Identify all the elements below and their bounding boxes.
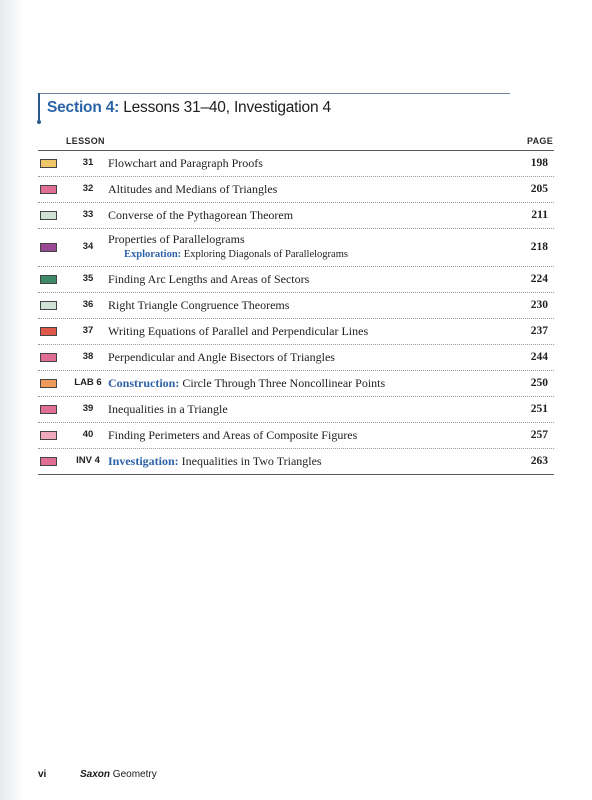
page-number: 205 bbox=[530, 183, 548, 195]
lesson-title bbox=[108, 454, 322, 469]
footer-page-number: vi bbox=[38, 769, 47, 780]
section-label: Section 4: bbox=[47, 99, 120, 116]
lesson-number: LAB 6 bbox=[74, 377, 102, 388]
lesson-column-header: LESSON bbox=[66, 136, 105, 146]
lesson-title-text: Writing Equations of Parallel and Perpendicular Lines bbox=[108, 324, 369, 338]
lesson-number: 40 bbox=[82, 429, 94, 440]
color-swatch bbox=[40, 327, 57, 336]
lesson-subtitle bbox=[124, 249, 348, 260]
exploration-title: Exploring Diagonals of Parallelograms bbox=[183, 249, 348, 260]
color-swatch bbox=[40, 457, 57, 466]
page-edge-shadow bbox=[0, 0, 22, 800]
toc-row bbox=[38, 177, 554, 203]
lesson-title bbox=[108, 428, 357, 443]
lesson-type-label: Construction: bbox=[108, 376, 180, 390]
lesson-title bbox=[108, 350, 335, 365]
lesson-number: 38 bbox=[82, 351, 94, 362]
lesson-number: 33 bbox=[82, 209, 94, 220]
page-number: 224 bbox=[530, 273, 548, 285]
header-accent-dot bbox=[37, 120, 41, 124]
toc-row bbox=[38, 203, 554, 229]
section-heading: Lessons 31–40, Investigation 4 bbox=[123, 99, 331, 116]
toc-row bbox=[38, 229, 554, 267]
lesson-title-text: Finding Perimeters and Areas of Composite Figures bbox=[108, 428, 358, 442]
lesson-title-text: Altitudes and Medians of Triangles bbox=[108, 182, 278, 196]
color-swatch bbox=[40, 211, 57, 220]
color-swatch bbox=[40, 431, 57, 440]
color-swatch bbox=[40, 159, 57, 168]
toc-row bbox=[38, 371, 554, 397]
lesson-title-text: Right Triangle Congruence Theorems bbox=[108, 298, 290, 312]
page-number: 218 bbox=[530, 241, 548, 253]
header-rule bbox=[40, 93, 510, 94]
color-swatch bbox=[40, 301, 57, 310]
lesson-number: 34 bbox=[82, 241, 94, 252]
section-title bbox=[47, 99, 331, 117]
lesson-title-text: Perpendicular and Angle Bisectors of Triangles bbox=[108, 350, 335, 364]
color-swatch bbox=[40, 185, 57, 194]
lesson-title bbox=[108, 298, 289, 313]
toc-row bbox=[38, 449, 554, 475]
table-of-contents bbox=[38, 150, 554, 475]
page-number: 237 bbox=[530, 325, 548, 337]
page-column-header: PAGE bbox=[527, 136, 554, 146]
lesson-title-text: Inequalities in Two Triangles bbox=[181, 454, 322, 468]
lesson-number: 37 bbox=[82, 325, 94, 336]
lesson-title bbox=[108, 402, 228, 417]
page-number: 211 bbox=[531, 209, 548, 221]
page-number: 257 bbox=[530, 429, 548, 441]
section-header bbox=[38, 91, 518, 127]
lesson-number: 31 bbox=[82, 157, 94, 168]
lesson-number: INV 4 bbox=[76, 455, 100, 466]
toc-row bbox=[38, 345, 554, 371]
color-swatch bbox=[40, 243, 57, 252]
footer-subject: Geometry bbox=[112, 769, 157, 780]
page-number: 230 bbox=[530, 299, 548, 311]
color-swatch bbox=[40, 275, 57, 284]
lesson-title bbox=[108, 208, 293, 223]
lesson-title bbox=[108, 324, 368, 339]
lesson-number: 39 bbox=[82, 403, 94, 414]
lesson-title bbox=[108, 182, 277, 197]
lesson-number: 35 bbox=[82, 273, 94, 284]
page-number: 198 bbox=[530, 157, 548, 169]
lesson-title-text: Inequalities in a Triangle bbox=[108, 402, 228, 416]
toc-row bbox=[38, 293, 554, 319]
footer-brand: Saxon bbox=[80, 769, 111, 780]
lesson-title bbox=[108, 272, 309, 287]
lesson-title-text: Converse of the Pythagorean Theorem bbox=[108, 208, 294, 222]
header-accent-bar bbox=[38, 93, 40, 121]
color-swatch bbox=[40, 405, 57, 414]
lesson-title bbox=[108, 376, 385, 391]
footer-book-title bbox=[80, 769, 157, 780]
lesson-title-text: Circle Through Three Noncollinear Points bbox=[182, 376, 386, 390]
lesson-title-text: Flowchart and Paragraph Proofs bbox=[108, 156, 263, 170]
lesson-title-text: Finding Arc Lengths and Areas of Sectors bbox=[108, 272, 310, 286]
page-number: 250 bbox=[530, 377, 548, 389]
lesson-title bbox=[108, 156, 263, 171]
toc-row bbox=[38, 423, 554, 449]
lesson-number: 32 bbox=[82, 183, 94, 194]
page-number: 263 bbox=[530, 455, 548, 467]
toc-row bbox=[38, 267, 554, 293]
page-number: 244 bbox=[530, 351, 548, 363]
lesson-title-text: Properties of Parallelograms bbox=[108, 232, 245, 246]
lesson-number: 36 bbox=[82, 299, 94, 310]
lesson-type-label: Investigation: bbox=[108, 454, 179, 468]
toc-row bbox=[38, 319, 554, 345]
page-number: 251 bbox=[530, 403, 548, 415]
exploration-label: Exploration: bbox=[124, 249, 182, 260]
color-swatch bbox=[40, 379, 57, 388]
color-swatch bbox=[40, 353, 57, 362]
lesson-title bbox=[108, 232, 245, 247]
toc-row bbox=[38, 150, 554, 177]
toc-row bbox=[38, 397, 554, 423]
